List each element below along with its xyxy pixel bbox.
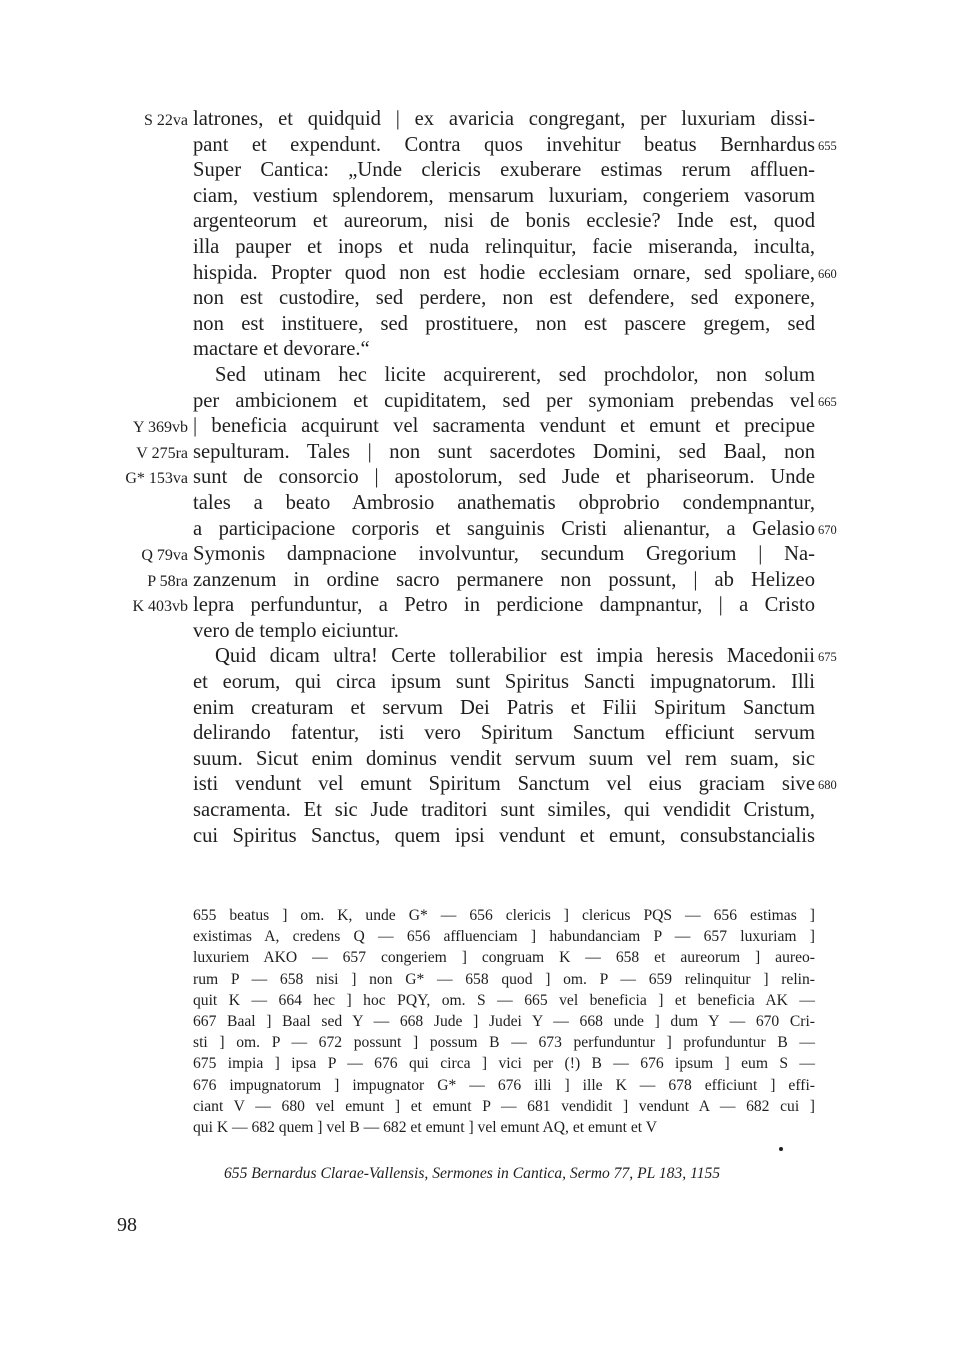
text-line — [141, 542, 815, 568]
text-line — [133, 414, 815, 440]
text-line — [193, 517, 837, 543]
text-line — [144, 107, 815, 133]
line-text: sepulturam. Tales | non sunt sacerdotes Domini, sed Baal, non — [193, 440, 815, 463]
text-line — [193, 389, 837, 415]
line-text: | beneficia acquirunt vel sacramenta vendunt et emunt et precipue — [193, 415, 815, 438]
apparatus-line — [193, 1053, 815, 1074]
line-text: sunt de consorcio | apostolorum, sed Jude et phariseorum. Unde — [193, 466, 815, 489]
line-text: hispida. Propter quod non est hodie ecclesiam ornare, sed spoliare, — [193, 261, 815, 284]
line-text: illa pauper et inops et nuda relinquitur, facie miseranda, inculta, — [193, 235, 815, 258]
critical-apparatus — [193, 905, 815, 1138]
text-line — [193, 824, 815, 850]
text-line — [147, 568, 815, 594]
text-line — [193, 312, 815, 338]
text-line — [193, 772, 837, 798]
manuscript-siglum: V 275ra — [136, 444, 188, 462]
apparatus-text: quit K — 664 hec ] hoc PQY, om. S — 665 vel beneficia ] et beneficia AK — — [193, 991, 815, 1009]
line-text: Super Cantica: „Unde clericis exuberare estimas rerum affluen- — [193, 159, 815, 182]
line-number: 655 — [818, 138, 837, 153]
line-text: Sed utinam hec licite acquirerent, sed prochdolor, non solum — [215, 363, 815, 386]
text-line — [193, 261, 837, 287]
apparatus-text: existimas A, credens Q — 656 affluenciam ] habundanciam P — 657 luxuriam ] — [193, 928, 815, 946]
line-text: mactare et devorare.“ — [193, 338, 370, 361]
text-line — [193, 491, 815, 517]
text-line — [193, 798, 815, 824]
apparatus-line — [193, 1096, 815, 1117]
text-line — [193, 184, 815, 210]
apparatus-line — [193, 947, 815, 968]
line-text: vero de templo eiciuntur. — [193, 619, 399, 642]
line-text: pant et expendunt. Contra quos invehitur beatus Bernhardus — [193, 133, 815, 156]
line-text: Symonis dampnacione involvuntur, secundum Gregorium | Na- — [193, 543, 815, 566]
line-text: tales a beato Ambrosio anathematis obprobrio condempnantur, — [193, 491, 815, 514]
text-line — [125, 465, 815, 491]
line-text: ciam, vestium splendorem, mensarum luxuriam, congeriem vasorum — [193, 184, 815, 207]
text-line — [193, 363, 815, 389]
line-text: isti vendunt vel emunt Spiritum Sanctum vel eius graciam sive — [193, 773, 815, 796]
manuscript-siglum: P 58ra — [147, 572, 188, 590]
line-text: et eorum, qui circa ipsum sunt Spiritus Sancti impugnatorum. Illi — [193, 671, 815, 694]
manuscript-siglum: Q 79va — [141, 547, 188, 565]
text-line — [193, 644, 837, 670]
line-text: non est custodire, sed perdere, non est defendere, sed exponere, — [193, 287, 815, 310]
line-number: 665 — [818, 394, 837, 409]
line-text: Quid dicam ultra! Certe tollerabilior est impia heresis Macedonii — [215, 645, 815, 668]
text-line — [193, 619, 815, 645]
apparatus-text: ciant V — 680 vel emunt ] et emunt P — 681 vendidit ] vendunt A — 682 cui ] — [193, 1097, 815, 1115]
apparatus-line — [193, 1075, 815, 1096]
apparatus-text: rum P — 658 nisi ] non G* — 658 quod ] om. P — 659 relinquitur ] relin- — [193, 970, 815, 988]
apparatus-text: 676 impugnatorum ] impugnator G* — 676 illi ] ille K — 678 efficiunt ] effi- — [193, 1076, 815, 1094]
line-text: latrones, et quidquid | ex avaricia congregant, per luxuriam dissi- — [193, 108, 815, 130]
line-text: non est instituere, sed prostituere, non est pascere gregem, sed — [193, 312, 815, 335]
text-line — [193, 747, 815, 773]
manuscript-siglum: Y 369vb — [133, 419, 188, 437]
line-text: a participacione corporis et sanguinis Cristi alienantur, a Gelasio — [193, 517, 815, 540]
text-line — [136, 440, 815, 466]
line-number: 675 — [818, 650, 837, 665]
text-line — [193, 696, 815, 722]
main-text — [125, 107, 837, 849]
apparatus-text: 675 impia ] ipsa P — 676 qui circa ] vici per (!) B — 676 ipsum ] eum S — — [193, 1055, 815, 1073]
apparatus-text: 667 Baal ] Baal sed Y — 668 Jude ] Judei Y — 668 unde ] dum Y — 670 Cri- — [193, 1012, 815, 1030]
line-text: lepra perfunduntur, a Petro in perdicione dampnantur, | a Cristo — [193, 594, 815, 617]
manuscript-siglum: S 22va — [144, 112, 188, 129]
text-line — [193, 286, 815, 312]
manuscript-siglum: K 403vb — [132, 598, 188, 616]
footnote-dot — [779, 1147, 783, 1151]
line-text: sacramenta. Et sic Jude traditori sunt similes, qui vendidit Cristum, — [193, 799, 815, 822]
line-number: 660 — [818, 266, 837, 281]
apparatus-text: 655 beatus ] om. K, unde G* — 656 clericis ] clericus PQS — 656 estimas ] — [193, 907, 815, 924]
apparatus-line — [193, 926, 815, 947]
page-number: 98 — [117, 1214, 137, 1236]
line-text: per ambicionem et cupiditatem, sed per symoniam prebendas vel — [193, 389, 815, 412]
apparatus-text: sti ] om. P — 672 possunt ] possum B — 673 perfunduntur ] profunduntur B — — [193, 1034, 815, 1052]
apparatus-line — [193, 1011, 815, 1032]
line-text: cui Spiritus Sanctus, quem ipsi vendunt et emunt, consubstancialis — [193, 824, 815, 847]
apparatus-line — [193, 969, 815, 990]
text-line — [193, 337, 815, 363]
line-text: zanzenum in ordine sacro permanere non possunt, | ab Helizeo — [193, 568, 815, 591]
text-line — [193, 670, 815, 696]
line-text: suum. Sicut enim dominus vendit servum suum vel rem suam, sic — [193, 747, 815, 770]
apparatus-text: qui K — 682 quem ] vel B — 682 et emunt ] vel emunt AQ, et emunt et V — [193, 1118, 657, 1136]
line-text: delirando fatentur, isti vero Spiritum Sanctum efficiunt servum — [193, 722, 815, 745]
text-line — [132, 593, 815, 619]
text-line — [193, 721, 815, 747]
source-note: 655 Bernardus Clarae-Vallensis, Sermones in Cantica, Sermo 77, PL 183, 1155 — [224, 1165, 721, 1182]
manuscript-siglum: G* 153va — [125, 470, 188, 488]
apparatus-text: luxuriem AKO — 657 congeriem ] congruam K — 658 et aureorum ] aureo- — [193, 949, 815, 967]
line-number: 670 — [818, 522, 837, 537]
apparatus-line — [193, 1032, 815, 1053]
text-line — [193, 158, 815, 184]
apparatus-line — [193, 905, 815, 926]
apparatus-line — [193, 1117, 815, 1138]
text-line — [193, 209, 815, 235]
line-text: enim creaturam et servum Dei Patris et Filii Spiritum Sanctum — [193, 696, 815, 719]
line-number: 680 — [818, 778, 837, 793]
text-line — [193, 133, 837, 159]
apparatus-line — [193, 990, 815, 1011]
line-text: argenteorum et aureorum, nisi de bonis ecclesie? Inde est, quod — [193, 210, 815, 233]
text-line — [193, 235, 815, 261]
